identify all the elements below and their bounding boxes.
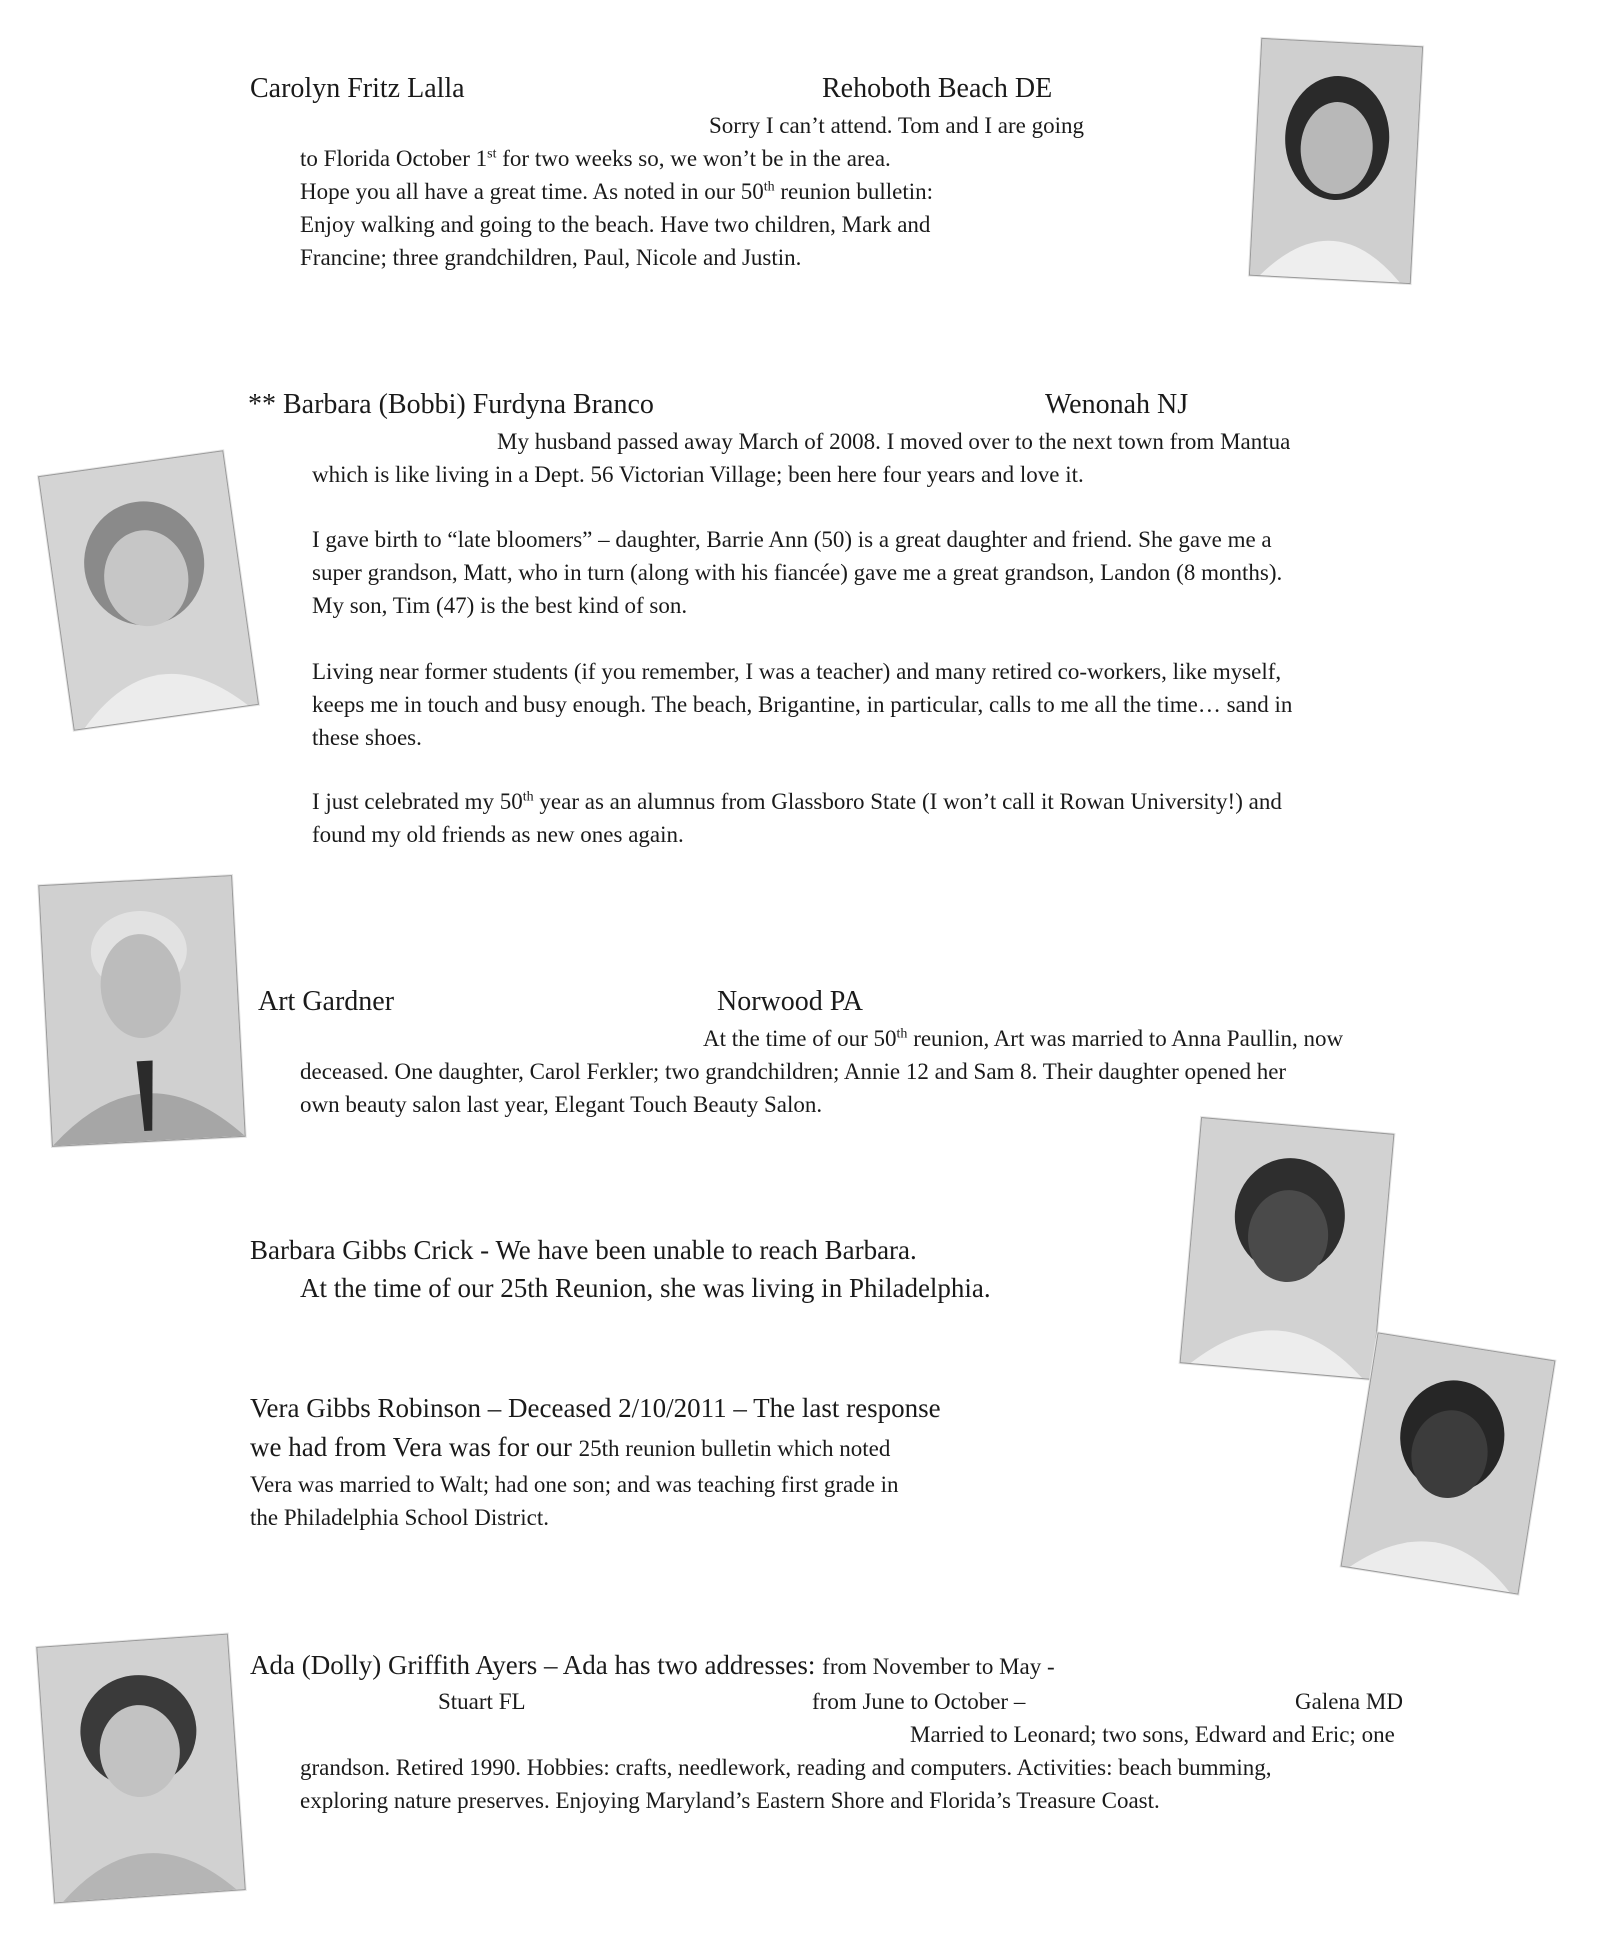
entry-text-vera-robinson-line1: Vera Gibbs Robinson – Deceased 2/10/2011 – The last response (250, 1393, 941, 1423)
entry-text-branco-p3-line1: Living near former students (if you remember, I was a teacher) and many retired co-workers, like myself, (312, 659, 1282, 684)
entry-text-vera-robinson-line3: Vera was married to Walt; had one son; and was teaching first grade in (250, 1472, 899, 1497)
entry-location-ada-stuart: Stuart FL (438, 1689, 526, 1714)
entry-text-carolyn-line3: Hope you all have a great time. As noted in our 50th reunion bulletin: (300, 179, 934, 204)
entry-text-gardner-line2: deceased. One daughter, Carol Ferkler; two grandchildren; Annie 12 and Sam 8. Their daughter opened her (300, 1059, 1287, 1084)
entry-location-ada-galena: Galena MD (1295, 1689, 1403, 1714)
portrait-photo-carolyn (1249, 38, 1423, 284)
portrait-photo-barbara-crick (1180, 1117, 1395, 1380)
entry-text-branco-p1-line2: which is like living in a Dept. 56 Victorian Village; been here four years and love it. (312, 462, 1084, 487)
entry-text-vera-robinson-line4: the Philadelphia School District. (250, 1505, 549, 1530)
entry-name-art-gardner: Art Gardner (258, 986, 395, 1017)
portrait-photo-ada-ayers (36, 1634, 245, 1904)
entry-text-carolyn-line4: Enjoy walking and going to the beach. Have two children, Mark and (300, 212, 931, 237)
portrait-photo-barbara-branco (38, 450, 259, 731)
entry-text-branco-p3-line3: these shoes. (312, 725, 422, 750)
entry-text-branco-p2-line2: super grandson, Matt, who in turn (along with his fiancée) gave me a great grandson, Landon (8 months). (312, 560, 1283, 585)
portrait-photo-vera-robinson (1341, 1332, 1556, 1594)
entry-text-ada-ayers-line1: Ada (Dolly) Griffith Ayers – Ada has two addresses: from November to May - (250, 1650, 1055, 1680)
entry-text-gardner-line3: own beauty salon last year, Elegant Touch Beauty Salon. (300, 1092, 823, 1117)
entry-text-branco-p2-line3: My son, Tim (47) is the best kind of son. (312, 593, 688, 618)
entry-location-barbara-branco: Wenonah NJ (1045, 389, 1189, 420)
entry-text-vera-robinson-line2: we had from Vera was for our 25th reunion bulletin which noted (250, 1432, 891, 1462)
entry-text-carolyn-line1: Sorry I can’t attend. Tom and I are going (709, 113, 1085, 138)
entry-text-ada-ayers-mid: from June to October – (812, 1689, 1026, 1714)
entry-text-ada-ayers-line3: Married to Leonard; two sons, Edward and Eric; one (910, 1722, 1395, 1747)
entry-text-branco-p1-line1: My husband passed away March of 2008. I moved over to the next town from Mantua (497, 429, 1291, 454)
entry-text-barbara-crick-line1: Barbara Gibbs Crick - We have been unable to reach Barbara. (250, 1235, 917, 1265)
entry-text-branco-p4-line2: found my old friends as new ones again. (312, 822, 684, 847)
entry-text-ada-ayers-line4: grandson. Retired 1990. Hobbies: crafts, needlework, reading and computers. Activities: beach bumming, (300, 1755, 1272, 1780)
entry-text-barbara-crick-line2: At the time of our 25th Reunion, she was living in Philadelphia. (300, 1273, 991, 1303)
entry-name-carolyn: Carolyn Fritz Lalla (250, 73, 465, 104)
entry-name-barbara-branco: ** Barbara (Bobbi) Furdyna Branco (248, 389, 654, 420)
entry-text-branco-p3-line2: keeps me in touch and busy enough. The beach, Brigantine, in particular, calls to me all the time… sand in (312, 692, 1293, 717)
entry-location-carolyn: Rehoboth Beach DE (822, 73, 1053, 104)
entry-location-art-gardner: Norwood PA (717, 986, 863, 1017)
entry-text-ada-ayers-line5: exploring nature preserves. Enjoying Maryland’s Eastern Shore and Florida’s Treasure Coast. (300, 1788, 1160, 1813)
portrait-photo-art-gardner (38, 875, 245, 1147)
entry-text-carolyn-line2: to Florida October 1st for two weeks so, we won’t be in the area. (300, 146, 891, 171)
entry-text-gardner-line1: At the time of our 50th reunion, Art was married to Anna Paullin, now (703, 1026, 1344, 1051)
entry-text-branco-p2-line1: I gave birth to “late bloomers” – daughter, Barrie Ann (50) is a great daughter and friend. She gave me a (312, 527, 1272, 552)
entry-text-branco-p4-line1: I just celebrated my 50th year as an alumnus from Glassboro State (I won’t call it Rowan University!) and (312, 789, 1282, 814)
entry-text-carolyn-line5: Francine; three grandchildren, Paul, Nicole and Justin. (300, 245, 802, 270)
